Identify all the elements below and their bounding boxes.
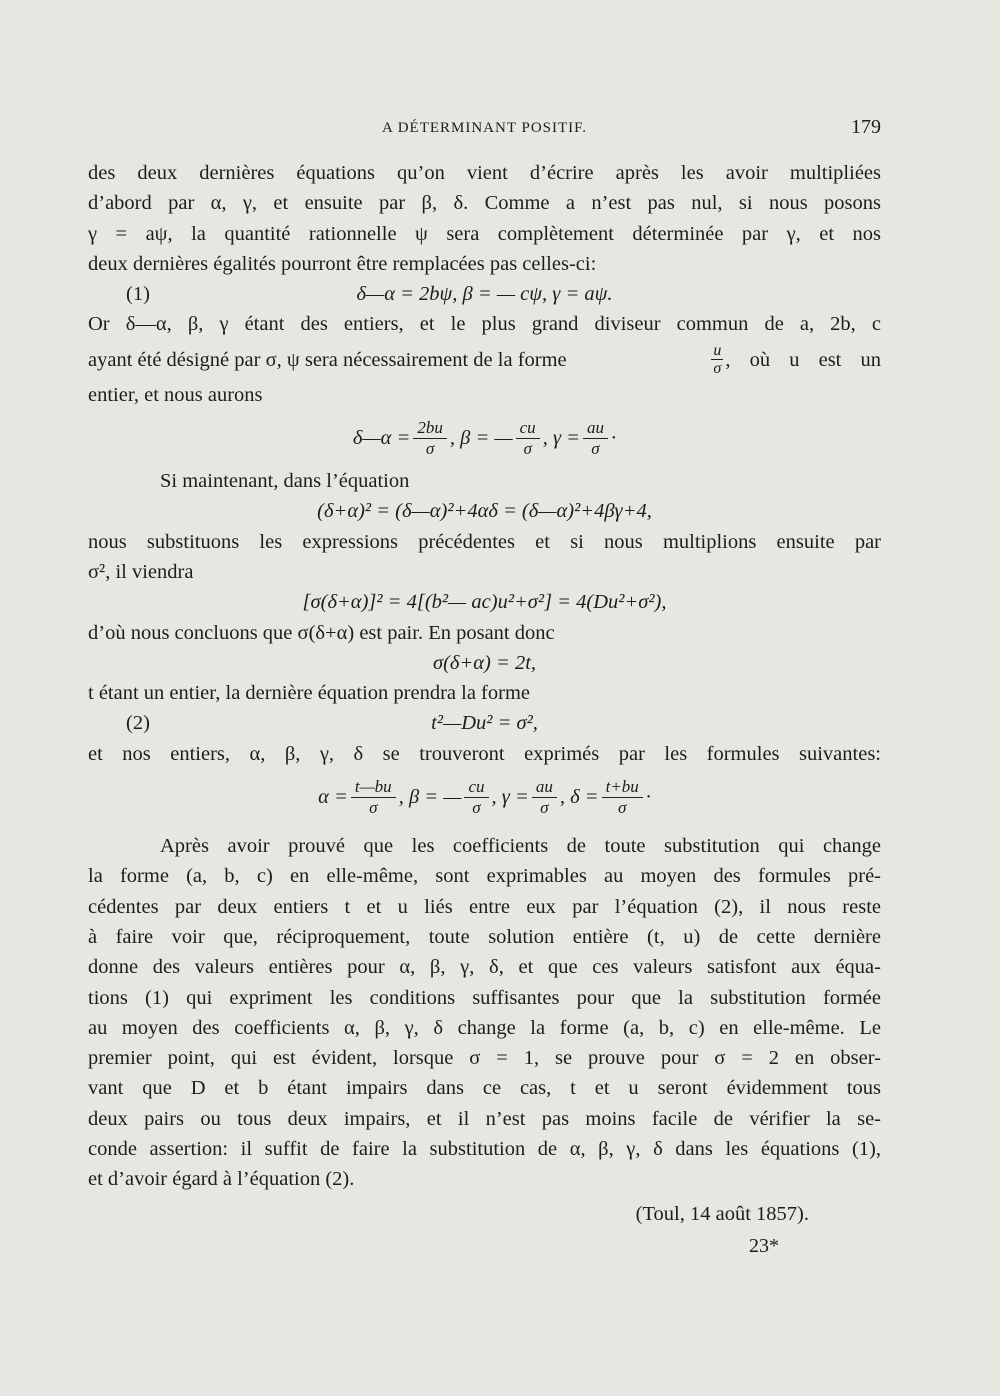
- text-line: et d’avoir égard à l’équation (2).: [88, 1168, 355, 1191]
- text-segment: , où u est un: [725, 348, 881, 371]
- text-line: Si maintenant, dans l’équation: [160, 470, 410, 493]
- equation-4: [88, 648, 881, 678]
- equation-formula: σ(δ+α) = 2t,: [432, 651, 537, 674]
- text-line: deux pairs ou tous deux impairs, et il n’est pas moins facile de vérifier la se-: [88, 1107, 881, 1130]
- fraction-denominator: σ: [369, 797, 378, 817]
- text-line: premier point, qui est évident, lorsque σ = 1, se prouve pour σ = 2 en obser-: [88, 1047, 881, 1070]
- signature-mark: 23*: [749, 1234, 779, 1257]
- fraction-denominator: σ: [540, 797, 549, 817]
- fraction-numerator: 2bu: [413, 418, 447, 439]
- text-line: deux dernières égalités pourront être remplacées pas celles-ci:: [88, 252, 597, 275]
- fraction-denominator: σ: [523, 438, 532, 458]
- page-number: 179: [851, 116, 881, 138]
- fraction-denominator: σ: [425, 438, 435, 458]
- equation-formula: δ—α = 2bψ, β = — cψ, γ = aψ.: [356, 283, 613, 306]
- equation-formula: t²—Du² = σ²,: [431, 712, 538, 735]
- text-line: nous substituons les expressions précédentes et si nous multiplions ensuite par: [88, 530, 881, 553]
- fraction-denominator: σ: [713, 360, 722, 378]
- text-line: conde assertion: il suffit de faire la substitution de α, β, γ, δ dans les équations (1),: [88, 1138, 881, 1161]
- text-line: σ², il viendra: [88, 560, 194, 583]
- equation-segment: , γ =: [491, 785, 529, 808]
- text-line: Or δ—α, β, γ étant des entiers, et le plus grand diviseur commun de a, 2b, c: [88, 313, 881, 336]
- text-line: d’abord par α, γ, et ensuite par β, δ. Comme a n’est pas nul, si nous posons: [88, 192, 881, 215]
- text-line: donne des valeurs entières pour α, β, γ, δ, et que ces valeurs satisfont aux équa-: [88, 956, 881, 979]
- text-line: vant que D et b étant impairs dans ce cas, t et u seront évidemment tous: [88, 1077, 881, 1100]
- text-line: d’où nous concluons que σ(δ+α) est pair. En posant donc: [88, 621, 555, 644]
- fraction-numerator: t+bu: [602, 777, 643, 798]
- text-line: à faire voir que, réciproquement, toute solution entière (t, u) de cette dernière: [88, 925, 881, 948]
- equation-1: [88, 279, 881, 309]
- paragraph-conclusion: [88, 831, 881, 1164]
- equation-formula: [σ(δ+α)]² = 4[(b²— ac)u²+σ²] = 4(Du²+σ²),: [302, 591, 667, 614]
- fraction-numerator: u: [713, 342, 722, 360]
- text-line: la forme (a, b, c) en elle-même, sont exprimables au moyen des formules pré-: [88, 865, 881, 888]
- text-line: et nos entiers, α, β, γ, δ se trouveront exprimés par les formules suivantes:: [88, 742, 881, 765]
- equation-label: (1): [126, 283, 150, 306]
- equation-5: [88, 708, 881, 738]
- fraction-numerator: au: [532, 777, 557, 798]
- fraction: [464, 777, 488, 818]
- text-line: γ = aψ, la quantité rationnelle ψ sera complètement déterminée par γ, et nos: [88, 222, 881, 245]
- fraction-numerator: au: [583, 418, 608, 439]
- equation-label: (2): [126, 712, 150, 735]
- fraction: [351, 777, 396, 818]
- text-line: au moyen des coefficients α, β, γ, δ change la forme (a, b, c) en elle-même. Le: [88, 1016, 881, 1039]
- fraction-equation-2: [88, 769, 881, 825]
- equation-3: [88, 587, 881, 617]
- equation-segment: , γ =: [542, 426, 580, 449]
- fraction-denominator: σ: [472, 797, 481, 817]
- fraction-denominator: σ: [617, 797, 627, 817]
- fraction-equation-1: [88, 410, 881, 466]
- fraction: [583, 418, 608, 459]
- text-line-with-fraction: [88, 340, 881, 380]
- text-line: entier, et nous aurons: [88, 383, 263, 406]
- equation-segment: ·: [645, 785, 651, 808]
- page-body: [88, 158, 881, 1261]
- text-line: tions (1) qui expriment les conditions suffisantes pour que la substitution formée: [88, 986, 881, 1009]
- date-place-line: (Toul, 14 août 1857).: [635, 1202, 809, 1225]
- equation-2: [88, 496, 881, 526]
- equation-formula: (δ+α)² = (δ—α)²+4αδ = (δ—α)²+4βγ+4,: [317, 500, 652, 523]
- text-line: t étant un entier, la dernière équation prendra la forme: [88, 682, 531, 705]
- equation-segment: ·: [610, 426, 617, 449]
- fraction: [532, 777, 557, 818]
- fraction-denominator: σ: [591, 438, 600, 458]
- equation-segment: , β = —: [449, 426, 513, 449]
- fraction-numerator: cu: [516, 418, 540, 439]
- text-segment: ayant été désigné par σ, ψ sera nécessairement de la forme: [88, 348, 567, 371]
- equation-segment: , δ =: [559, 785, 599, 808]
- fraction-group: [709, 340, 881, 380]
- fraction-numerator: t—bu: [351, 777, 396, 798]
- fraction: [413, 418, 447, 459]
- inline-fraction: [711, 342, 723, 377]
- text-line: cédentes par deux entiers t et u liés entre eux par l’équation (2), il nous reste: [88, 895, 881, 918]
- page-header: [88, 116, 881, 140]
- equation-segment: α =: [318, 785, 348, 808]
- equation-segment: , β = —: [398, 785, 462, 808]
- equation-segment: δ—α =: [352, 426, 411, 449]
- text-line: des deux dernières équations qu’on vient d’écrire après les avoir multipliées: [88, 162, 881, 184]
- fraction: [602, 777, 643, 818]
- fraction-numerator: cu: [464, 777, 488, 798]
- fraction: [516, 418, 540, 459]
- running-title: A DÉTERMINANT POSITIF.: [381, 120, 588, 136]
- text-line: Après avoir prouvé que les coefficients de toute substitution qui change: [160, 835, 881, 858]
